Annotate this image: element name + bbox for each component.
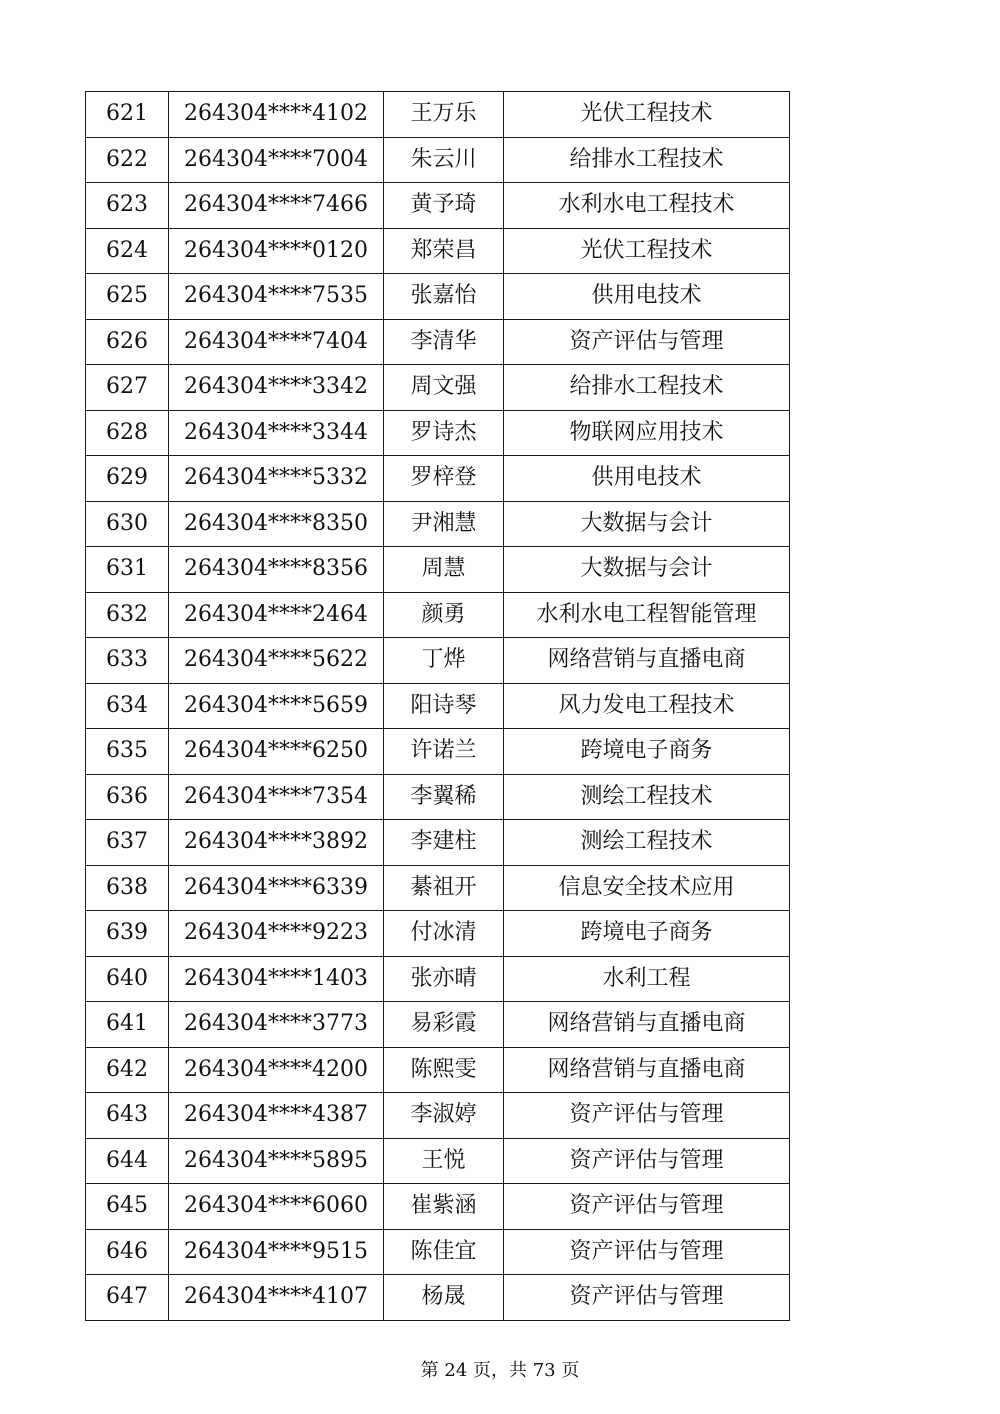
table-row	[86, 729, 790, 775]
id-number-cell: 264304****0120	[169, 228, 384, 274]
id-number-cell: 264304****3342	[169, 365, 384, 411]
name-cell: 郑荣昌	[384, 228, 504, 274]
name-cell: 颜勇	[384, 592, 504, 638]
id-number-cell: 264304****6250	[169, 729, 384, 775]
seq-cell: 628	[86, 410, 169, 456]
table-row	[86, 865, 790, 911]
major-cell: 信息安全技术应用	[504, 865, 790, 911]
seq-cell: 644	[86, 1138, 169, 1184]
table-row	[86, 956, 790, 1002]
seq-cell: 623	[86, 183, 169, 229]
table-row	[86, 1047, 790, 1093]
id-number-cell: 264304****9515	[169, 1229, 384, 1275]
seq-cell: 625	[86, 274, 169, 320]
major-cell: 资产评估与管理	[504, 1275, 790, 1321]
table-row	[86, 456, 790, 502]
major-cell: 跨境电子商务	[504, 911, 790, 957]
major-cell: 光伏工程技术	[504, 228, 790, 274]
table-row	[86, 1093, 790, 1139]
id-number-cell: 264304****1403	[169, 956, 384, 1002]
roster-table	[85, 91, 790, 1321]
name-cell: 罗诗杰	[384, 410, 504, 456]
name-cell: 周文强	[384, 365, 504, 411]
name-cell: 陈佳宜	[384, 1229, 504, 1275]
major-cell: 供用电技术	[504, 456, 790, 502]
id-number-cell: 264304****8350	[169, 501, 384, 547]
table-row	[86, 774, 790, 820]
name-cell: 易彩霞	[384, 1002, 504, 1048]
table-row	[86, 365, 790, 411]
seq-cell: 641	[86, 1002, 169, 1048]
major-cell: 资产评估与管理	[504, 1229, 790, 1275]
table-row	[86, 1184, 790, 1230]
table-row	[86, 1275, 790, 1321]
seq-cell: 626	[86, 319, 169, 365]
id-number-cell: 264304****5622	[169, 638, 384, 684]
table-row	[86, 547, 790, 593]
name-cell: 李清华	[384, 319, 504, 365]
table-row	[86, 911, 790, 957]
table-row	[86, 274, 790, 320]
table-row	[86, 592, 790, 638]
id-number-cell: 264304****6339	[169, 865, 384, 911]
table-row	[86, 638, 790, 684]
name-cell: 朱云川	[384, 137, 504, 183]
id-number-cell: 264304****6060	[169, 1184, 384, 1230]
seq-cell: 629	[86, 456, 169, 502]
seq-cell: 621	[86, 92, 169, 138]
seq-cell: 635	[86, 729, 169, 775]
major-cell: 供用电技术	[504, 274, 790, 320]
seq-cell: 637	[86, 820, 169, 866]
name-cell: 綦祖开	[384, 865, 504, 911]
name-cell: 崔紫涵	[384, 1184, 504, 1230]
name-cell: 张亦晴	[384, 956, 504, 1002]
major-cell: 大数据与会计	[504, 547, 790, 593]
seq-cell: 643	[86, 1093, 169, 1139]
seq-cell: 632	[86, 592, 169, 638]
major-cell: 资产评估与管理	[504, 1093, 790, 1139]
table-row	[86, 183, 790, 229]
name-cell: 罗梓登	[384, 456, 504, 502]
name-cell: 杨晟	[384, 1275, 504, 1321]
seq-cell: 634	[86, 683, 169, 729]
name-cell: 黄予琦	[384, 183, 504, 229]
id-number-cell: 264304****7354	[169, 774, 384, 820]
page-footer: 第 24 页，共 73 页	[420, 1360, 580, 1381]
seq-cell: 624	[86, 228, 169, 274]
table-row	[86, 410, 790, 456]
table-row	[86, 1138, 790, 1184]
major-cell: 水利水电工程技术	[504, 183, 790, 229]
seq-cell: 622	[86, 137, 169, 183]
seq-cell: 638	[86, 865, 169, 911]
id-number-cell: 264304****7404	[169, 319, 384, 365]
id-number-cell: 264304****2464	[169, 592, 384, 638]
table-row	[86, 92, 790, 138]
seq-cell: 636	[86, 774, 169, 820]
name-cell: 许诺兰	[384, 729, 504, 775]
major-cell: 资产评估与管理	[504, 1184, 790, 1230]
id-number-cell: 264304****5332	[169, 456, 384, 502]
table-row	[86, 1229, 790, 1275]
seq-cell: 647	[86, 1275, 169, 1321]
major-cell: 水利工程	[504, 956, 790, 1002]
name-cell: 李建柱	[384, 820, 504, 866]
seq-cell: 640	[86, 956, 169, 1002]
table-row	[86, 319, 790, 365]
major-cell: 资产评估与管理	[504, 1138, 790, 1184]
major-cell: 光伏工程技术	[504, 92, 790, 138]
seq-cell: 631	[86, 547, 169, 593]
id-number-cell: 264304****3892	[169, 820, 384, 866]
id-number-cell: 264304****8356	[169, 547, 384, 593]
table-row	[86, 683, 790, 729]
seq-cell: 642	[86, 1047, 169, 1093]
name-cell: 陈熙雯	[384, 1047, 504, 1093]
name-cell: 丁烨	[384, 638, 504, 684]
table-row	[86, 228, 790, 274]
name-cell: 李翼稀	[384, 774, 504, 820]
name-cell: 尹湘慧	[384, 501, 504, 547]
major-cell: 网络营销与直播电商	[504, 1002, 790, 1048]
major-cell: 水利水电工程智能管理	[504, 592, 790, 638]
seq-cell: 630	[86, 501, 169, 547]
id-number-cell: 264304****4387	[169, 1093, 384, 1139]
id-number-cell: 264304****7535	[169, 274, 384, 320]
name-cell: 付冰清	[384, 911, 504, 957]
major-cell: 给排水工程技术	[504, 137, 790, 183]
id-number-cell: 264304****7004	[169, 137, 384, 183]
major-cell: 跨境电子商务	[504, 729, 790, 775]
table-row	[86, 501, 790, 547]
major-cell: 大数据与会计	[504, 501, 790, 547]
name-cell: 李淑婷	[384, 1093, 504, 1139]
roster-table-body	[86, 92, 790, 1321]
name-cell: 周慧	[384, 547, 504, 593]
id-number-cell: 264304****4107	[169, 1275, 384, 1321]
seq-cell: 646	[86, 1229, 169, 1275]
id-number-cell: 264304****9223	[169, 911, 384, 957]
seq-cell: 633	[86, 638, 169, 684]
id-number-cell: 264304****3344	[169, 410, 384, 456]
major-cell: 网络营销与直播电商	[504, 1047, 790, 1093]
seq-cell: 639	[86, 911, 169, 957]
major-cell: 资产评估与管理	[504, 319, 790, 365]
id-number-cell: 264304****5659	[169, 683, 384, 729]
major-cell: 测绘工程技术	[504, 774, 790, 820]
major-cell: 给排水工程技术	[504, 365, 790, 411]
id-number-cell: 264304****5895	[169, 1138, 384, 1184]
major-cell: 网络营销与直播电商	[504, 638, 790, 684]
major-cell: 风力发电工程技术	[504, 683, 790, 729]
id-number-cell: 264304****4102	[169, 92, 384, 138]
major-cell: 测绘工程技术	[504, 820, 790, 866]
major-cell: 物联网应用技术	[504, 410, 790, 456]
table-row	[86, 820, 790, 866]
id-number-cell: 264304****7466	[169, 183, 384, 229]
table-row	[86, 137, 790, 183]
id-number-cell: 264304****4200	[169, 1047, 384, 1093]
name-cell: 张嘉怡	[384, 274, 504, 320]
name-cell: 王万乐	[384, 92, 504, 138]
seq-cell: 645	[86, 1184, 169, 1230]
seq-cell: 627	[86, 365, 169, 411]
name-cell: 阳诗琴	[384, 683, 504, 729]
name-cell: 王悦	[384, 1138, 504, 1184]
table-row	[86, 1002, 790, 1048]
id-number-cell: 264304****3773	[169, 1002, 384, 1048]
